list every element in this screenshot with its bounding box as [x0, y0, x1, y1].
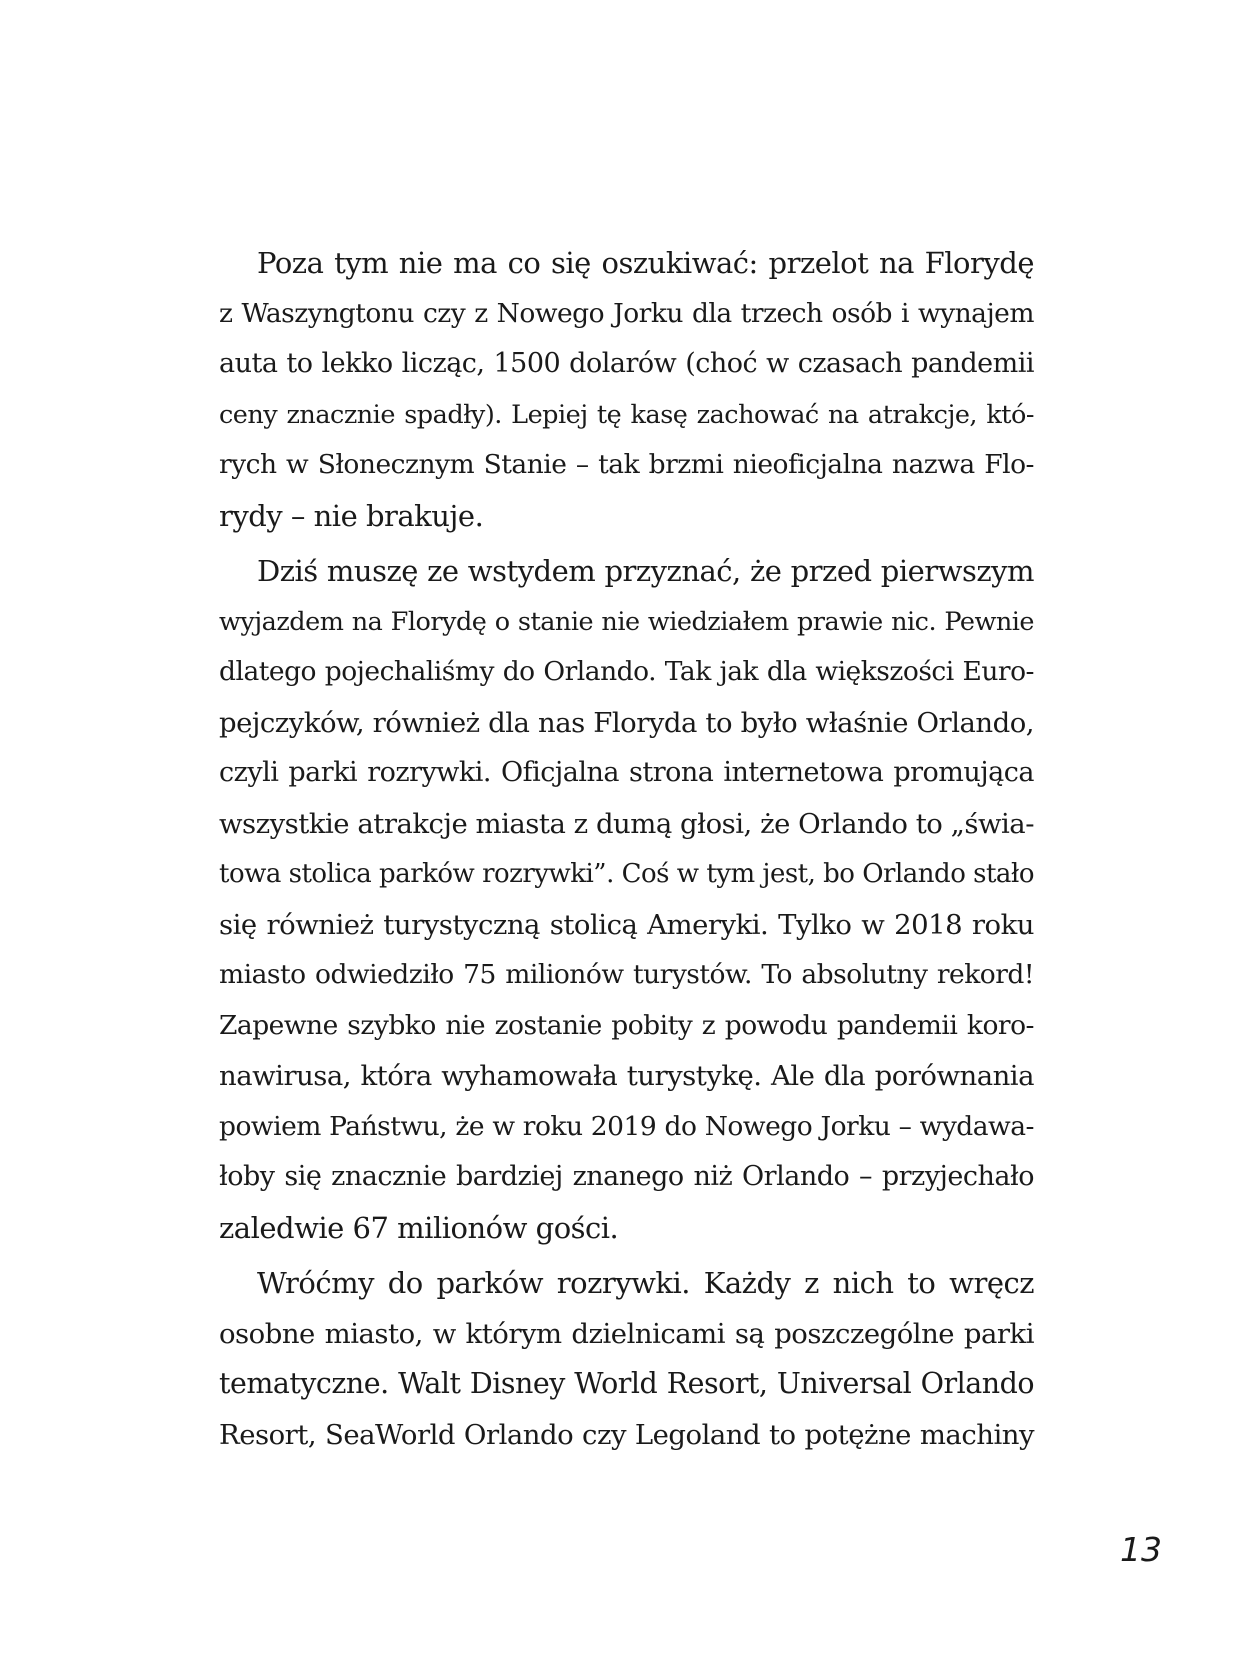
- text-line: osobne miasto, w którym dzielnicami są poszczególne parki: [219, 1317, 1034, 1350]
- text-line: Resort, SeaWorld Orlando czy Legoland to potężne machiny: [219, 1418, 1034, 1451]
- page-number: 13: [1120, 1530, 1162, 1569]
- paragraph: [219, 1258, 1034, 1460]
- text-line: powiem Państwu, że w roku 2019 do Nowego Jorku – wydawa-: [219, 1110, 1034, 1142]
- text-line: z Waszyngtonu czy z Nowego Jorku dla trzech osób i wynajem: [219, 297, 1034, 329]
- text-line: Wróćmy do parków rozrywki. Każdy z nich to wręcz: [257, 1266, 1034, 1300]
- text-line: rydy – nie brakuje.: [219, 498, 484, 533]
- text-line: zaledwie 67 milionów gości.: [219, 1210, 619, 1245]
- text-line: Poza tym nie ma co się oszukiwać: przelot na Florydę: [257, 246, 1034, 280]
- text-line: ceny znacznie spadły). Lepiej tę kasę zachować na atrakcje, któ-: [219, 399, 1034, 430]
- text-line: wszystkie atrakcje miasta z dumą głosi, że Orlando to „świa-: [219, 807, 1034, 840]
- text-line: wyjazdem na Florydę o stanie nie wiedziałem prawie nic. Pewnie: [219, 606, 1034, 637]
- text-line: pejczyków, również dla nas Floryda to było właśnie Orlando,: [219, 706, 1034, 739]
- text-line: Dziś muszę ze wstydem przyznać, że przed pierwszym: [257, 554, 1034, 588]
- text-line: Zapewne szybko nie zostanie pobity z powodu pandemii koro-: [219, 1009, 1034, 1041]
- text-line: tematyczne. Walt Disney World Resort, Universal Orlando: [219, 1367, 1034, 1400]
- text-line: auta to lekko licząc, 1500 dolarów (choć w czasach pandemii: [219, 348, 1034, 379]
- text-line: dlatego pojechaliśmy do Orlando. Tak jak dla większości Euro-: [219, 656, 1034, 687]
- body-text: [219, 238, 1034, 1465]
- text-line: czyli parki rozrywki. Oficjalna strona internetowa promująca: [219, 757, 1034, 788]
- text-line: łoby się znacznie bardziej znanego niż Orlando – przyjechało: [219, 1161, 1034, 1192]
- paragraph: [219, 546, 1034, 1253]
- text-line: rych w Słonecznym Stanie – tak brzmi nieoficjalna nazwa Flo-: [219, 449, 1034, 480]
- text-line: się również turystyczną stolicą Ameryki. Tylko w 2018 roku: [219, 908, 1034, 941]
- text-line: nawirusa, która wyhamowała turystykę. Ale dla porównania: [219, 1060, 1034, 1092]
- text-line: miasto odwiedziło 75 milionów turystów. To absolutny rekord!: [219, 959, 1034, 990]
- paragraph: [219, 238, 1034, 541]
- text-line: towa stolica parków rozrywki”. Coś w tym jest, bo Orlando stało: [219, 859, 1034, 889]
